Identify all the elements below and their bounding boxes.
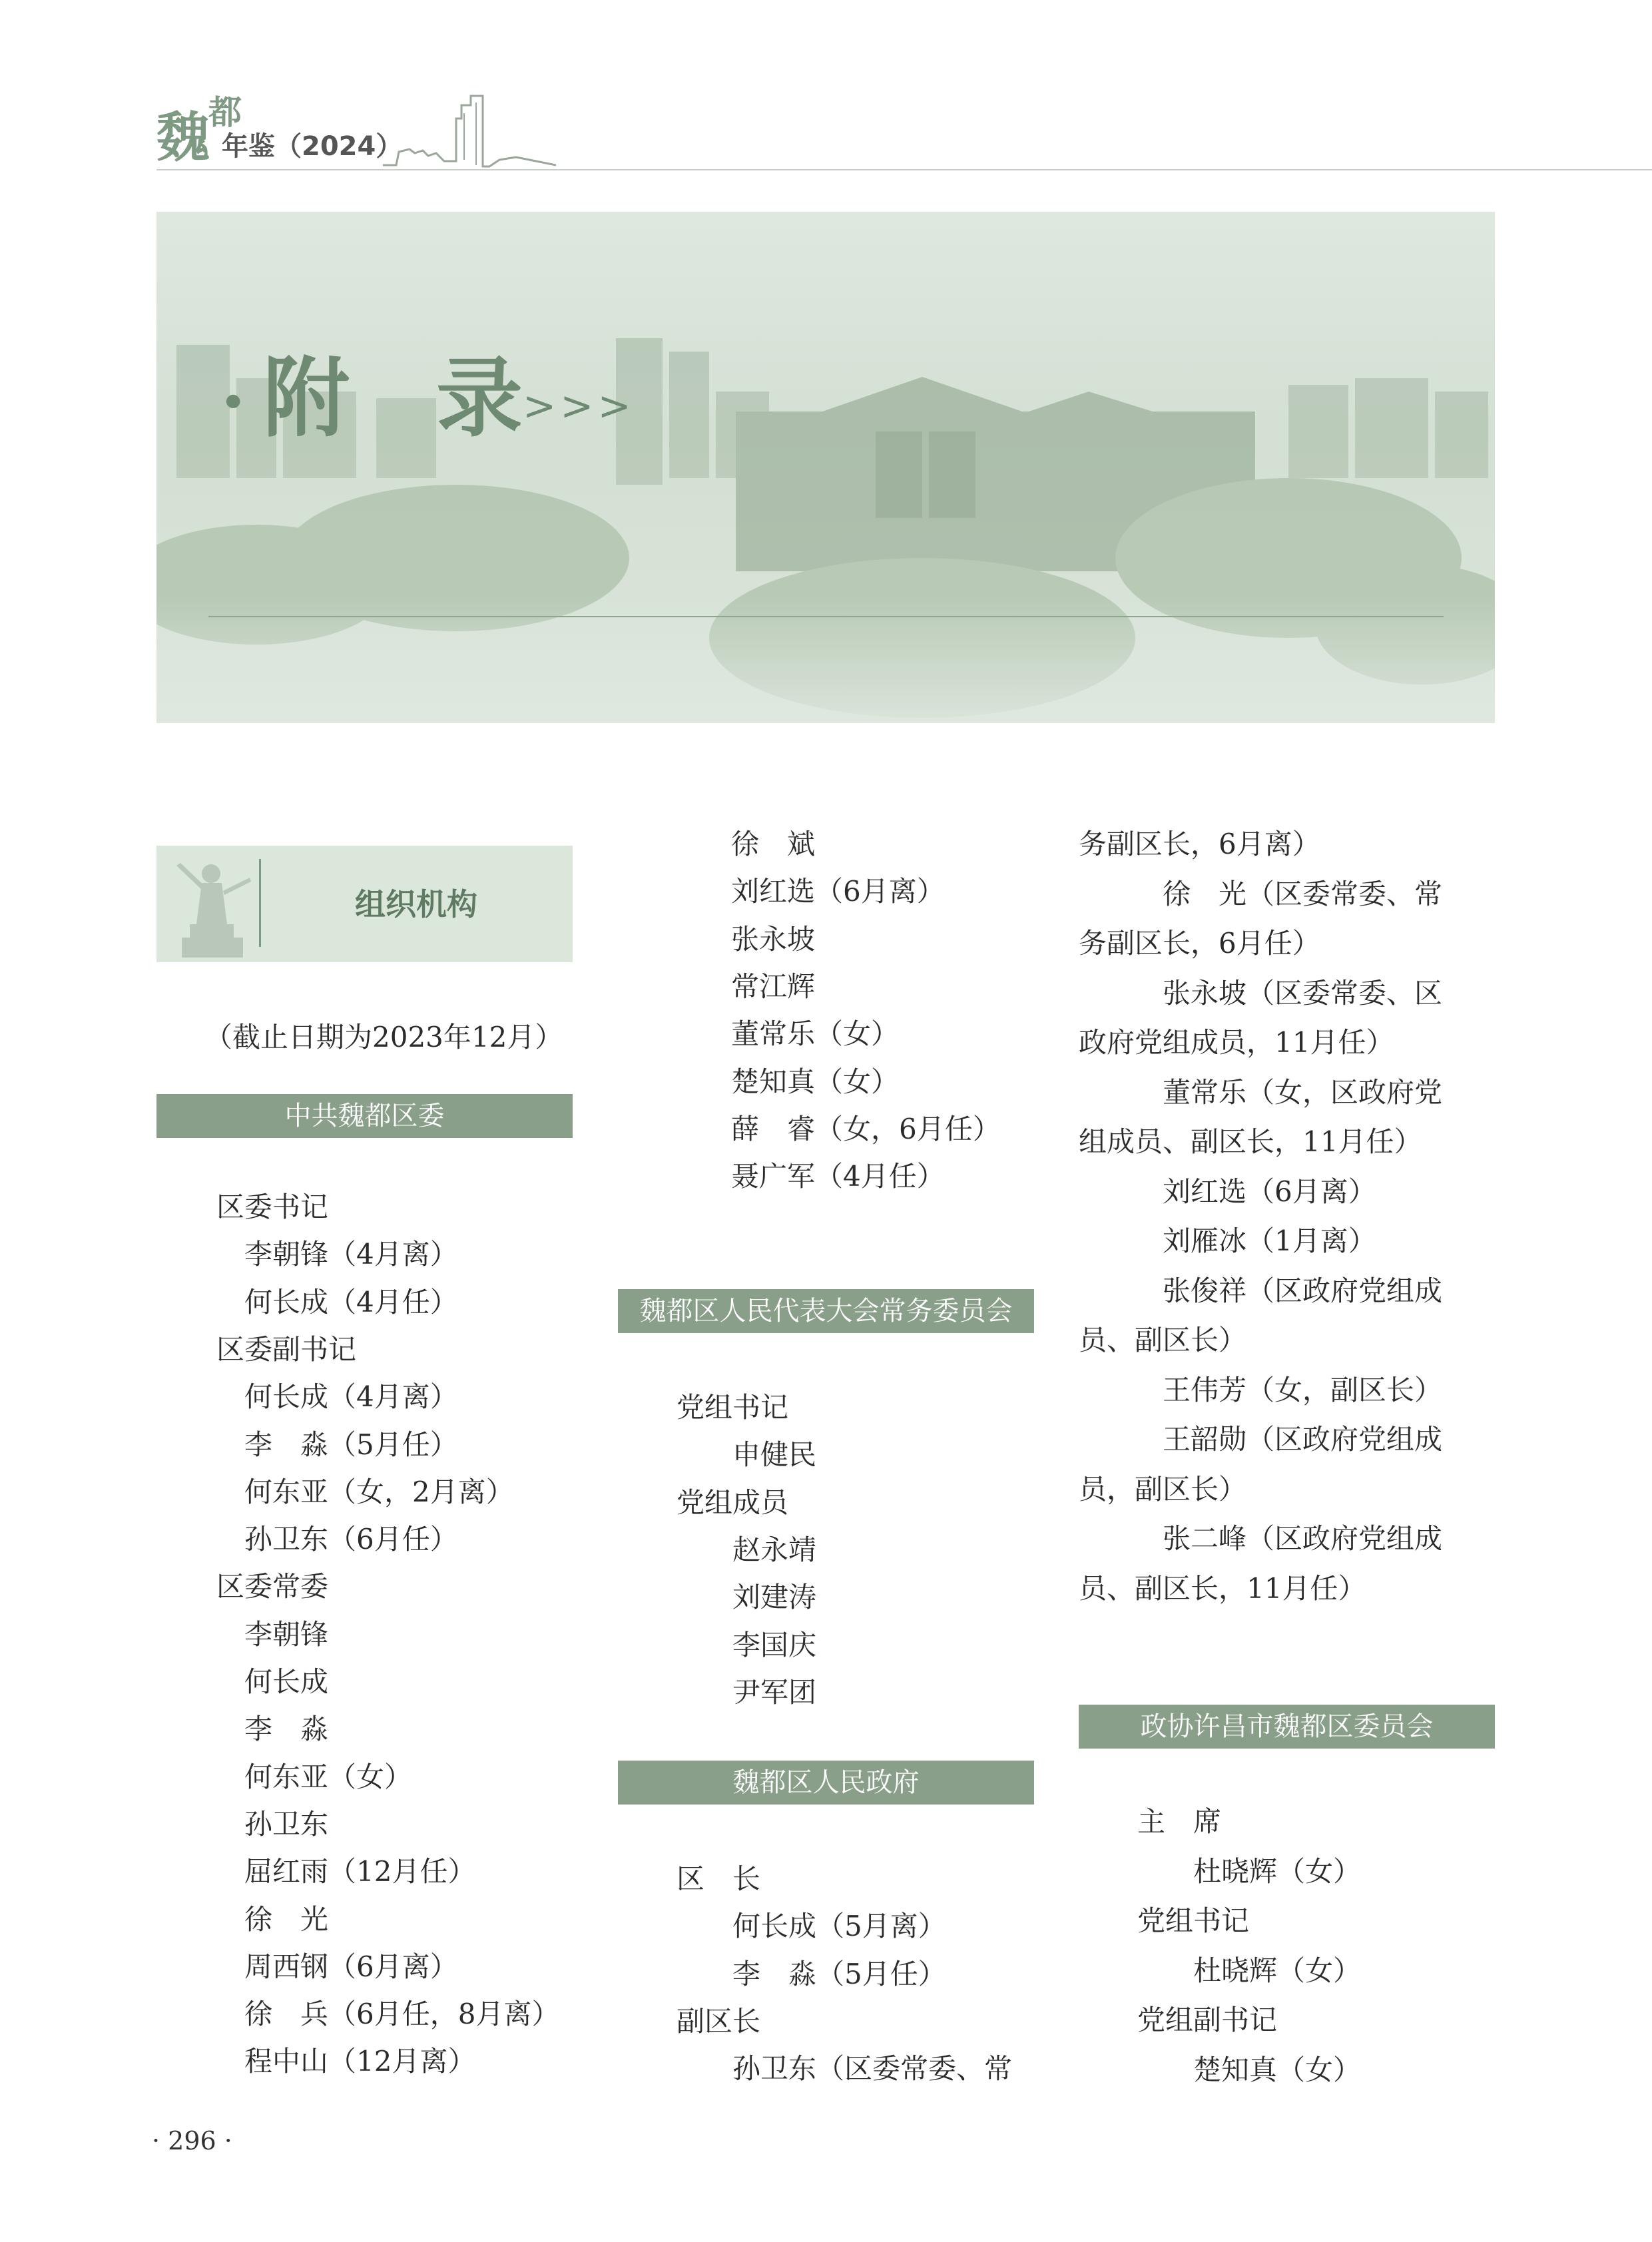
list-item: 党组书记 [1137, 1904, 1250, 1937]
list-item: 政府党组成员，11月任） [1079, 1026, 1394, 1059]
list-item: 楚知真（女） [1137, 2053, 1362, 2086]
chapter-title: 附 录 [263, 347, 523, 449]
list-item: 何长成（4月任） [216, 1285, 458, 1318]
list-item: 员，副区长） [1079, 1472, 1247, 1506]
list-item: 徐 光（区委常委、常 [1079, 877, 1443, 910]
list-item: 屈红雨（12月任） [216, 1855, 476, 1888]
list-item: 组成员、副区长，11月任） [1079, 1125, 1422, 1158]
running-header [156, 87, 1652, 176]
list-item: 孙卫东 [216, 1807, 329, 1840]
list-item: 楚知真（女） [731, 1065, 900, 1098]
list-item: 何东亚（女） [216, 1760, 413, 1793]
chapter-banner [156, 212, 1495, 723]
list-item: 李国庆 [677, 1628, 817, 1661]
section-title: 组织机构 [355, 886, 477, 922]
list-item: 区委副书记 [216, 1332, 357, 1366]
list-item: 何长成（5月离） [677, 1910, 946, 1943]
list-item: 区委书记 [216, 1191, 329, 1223]
section-bar-npc-standing-committee: 魏都区人民代表大会常务委员会 [618, 1289, 1034, 1333]
list-item: 李 淼（5月任） [216, 1428, 458, 1461]
list-item: 申健民 [677, 1438, 817, 1472]
column-2 [618, 828, 1034, 2098]
list-item: 何长成 [216, 1665, 329, 1698]
list-item: 杜晓辉（女） [1137, 1854, 1362, 1888]
header-brand-du: 都 [208, 93, 242, 132]
header-rule [156, 169, 1652, 170]
list-item: 张永坡（区委常委、区 [1079, 976, 1443, 1009]
list-item: 李 淼 [216, 1713, 329, 1746]
list-item: 刘红选（6月离） [731, 875, 945, 908]
section-bar-cppcc-committee: 政协许昌市魏都区委员会 [1079, 1705, 1495, 1749]
list-item: 孙卫东（区委常委、常 [677, 2052, 1013, 2086]
list-item: 刘雁冰（1月离） [1079, 1225, 1376, 1257]
section-divider [259, 859, 261, 947]
list-item: 常江辉 [731, 970, 816, 1003]
list-item: 李 淼（5月任） [677, 1957, 946, 1990]
banner-rule [208, 616, 1444, 617]
list-item: 徐 斌 [731, 828, 816, 860]
list-item: 区 长 [677, 1862, 761, 1895]
list-item: 党组成员 [677, 1486, 789, 1519]
section-heading-box [156, 846, 573, 962]
list-item: 党组书记 [677, 1391, 789, 1424]
list-item: 董常乐（女，区政府党 [1079, 1075, 1443, 1109]
list-item: 张俊祥（区政府党组成 [1079, 1274, 1443, 1307]
list-item: 尹军团 [677, 1675, 817, 1709]
city-photo-illustration [156, 212, 1495, 723]
list-item: 张二峰（区政府党组成 [1079, 1522, 1443, 1555]
list-item: 主 席 [1137, 1805, 1222, 1838]
statue-icon [163, 851, 263, 960]
page-number: · 296 · [152, 2126, 232, 2155]
section-bar-district-committee: 中共魏都区委 [156, 1094, 573, 1138]
list-item: 聂广军（4月任） [731, 1160, 945, 1193]
list-item: 员、副区长，11月任） [1079, 1571, 1366, 1605]
header-yearbook-title: 年鉴（2024） [222, 131, 403, 162]
list-item: 何东亚（女，2月离） [216, 1475, 514, 1508]
header-brand-wei: 魏 [156, 106, 210, 168]
list-item: 孙卫东（6月任） [216, 1523, 458, 1556]
banner-dot: · [220, 358, 246, 444]
list-item: 张永坡 [731, 922, 816, 956]
list-item: 徐 光 [216, 1902, 329, 1936]
list-item: 刘红选（6月离） [1079, 1175, 1376, 1208]
chevrons-right-icon: >>> [523, 383, 635, 429]
list-item: 杜晓辉（女） [1137, 1954, 1362, 1987]
list-item: 副区长 [677, 2004, 761, 2038]
list-item: 员、副区长） [1079, 1324, 1247, 1356]
list-item: 李朝锋（4月离） [216, 1238, 458, 1271]
list-item: 务副区长，6月任） [1079, 927, 1320, 960]
column-1 [156, 846, 573, 2098]
list-item: 徐 兵（6月任，8月离） [216, 1998, 560, 2031]
list-item: 王韶勋（区政府党组成 [1079, 1423, 1443, 1456]
list-item: 刘建涛 [677, 1581, 817, 1614]
list-item: 赵永靖 [677, 1533, 817, 1566]
list-item: 区委常委 [216, 1570, 329, 1603]
list-item: 王伟芳（女，副区长） [1079, 1373, 1443, 1406]
list-item: 李朝锋 [216, 1617, 329, 1651]
cutoff-note: （截止日期为2023年12月） [204, 1021, 563, 1053]
list-item: 程中山（12月离） [216, 2045, 476, 2078]
skyline-icon [383, 87, 556, 176]
list-item: 何长成（4月离） [216, 1380, 458, 1414]
list-item: 董常乐（女） [731, 1017, 900, 1051]
list-item: 周西钢（6月离） [216, 1950, 458, 1983]
list-item: 务副区长，6月离） [1079, 828, 1320, 860]
list-item: 党组副书记 [1137, 2004, 1278, 2036]
list-item: 薛 睿（女，6月任） [731, 1112, 1001, 1145]
section-bar-district-government: 魏都区人民政府 [618, 1761, 1034, 1805]
column-3 [1079, 828, 1495, 2098]
